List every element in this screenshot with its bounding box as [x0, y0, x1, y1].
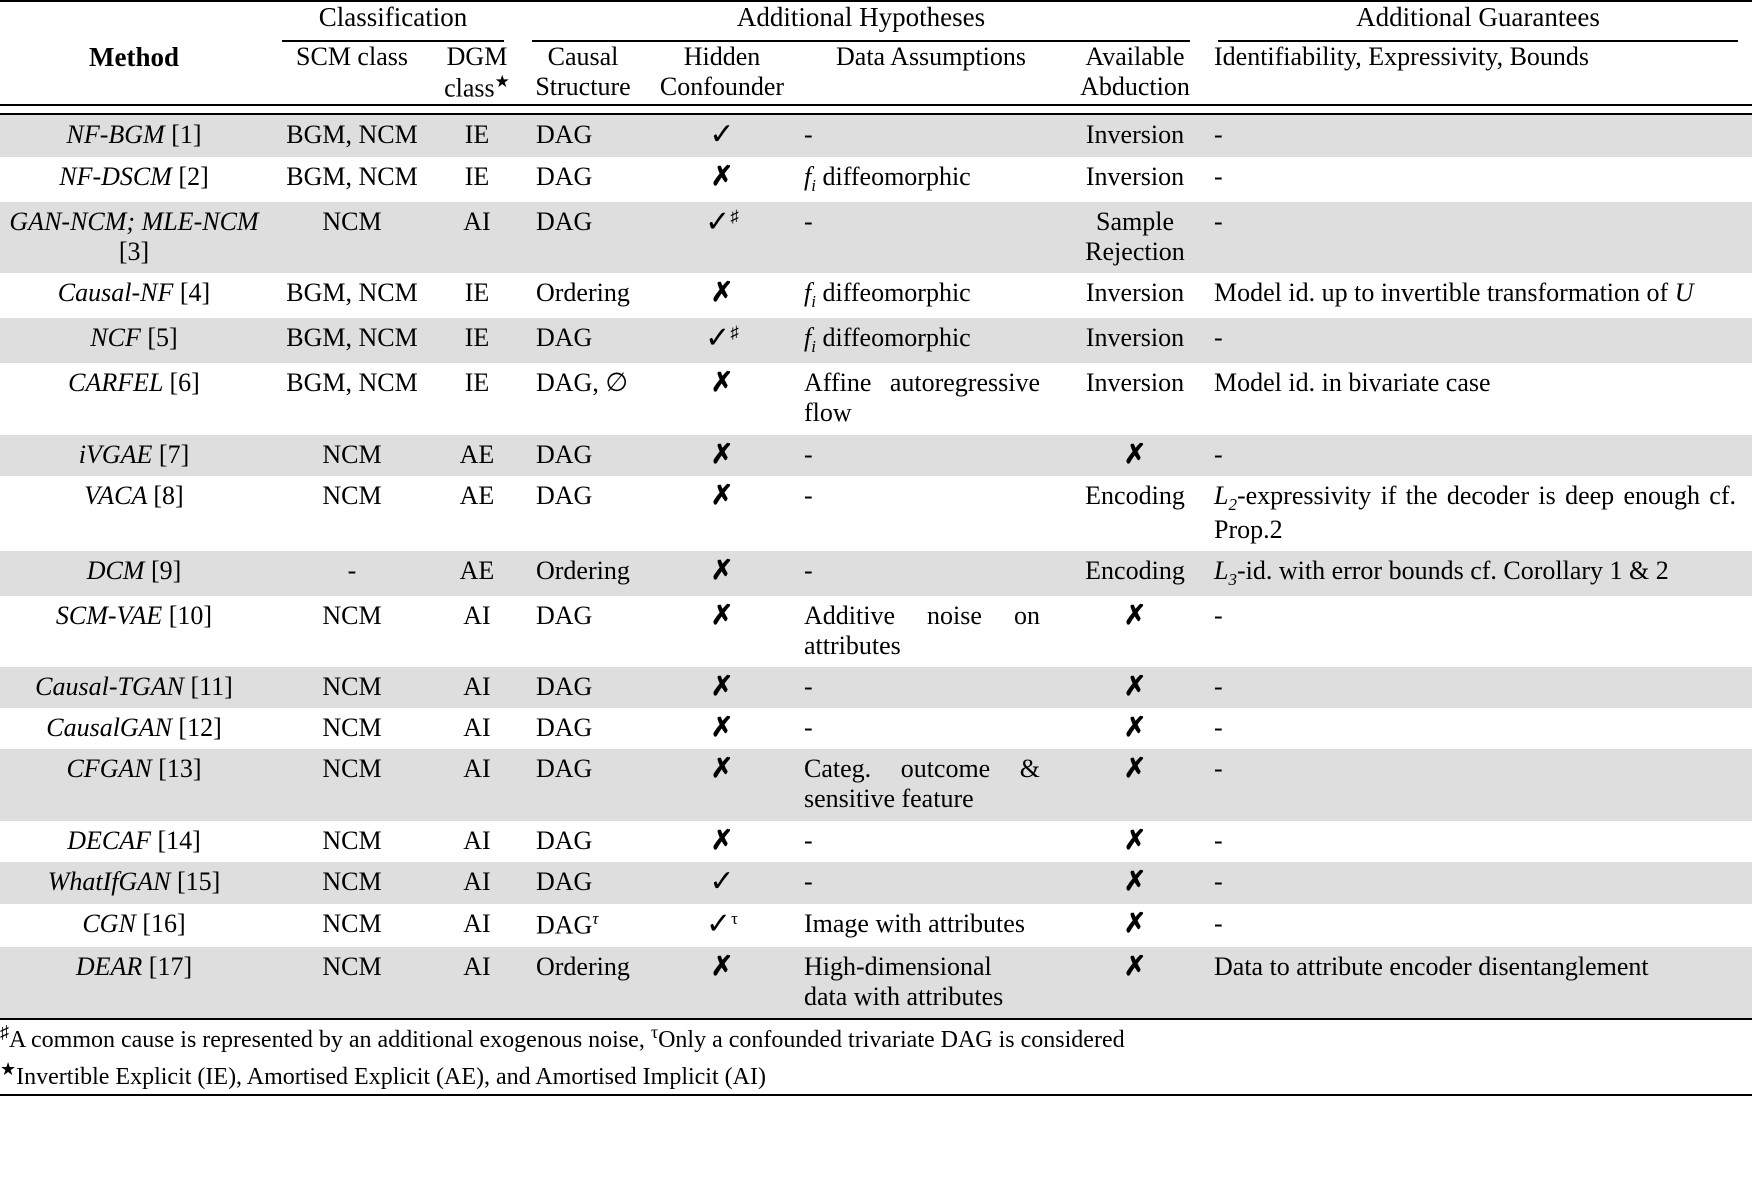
cell-available-abduction: Inversion	[1085, 278, 1185, 308]
cell-dgm-class: AI	[463, 825, 491, 855]
cell-hidden-confounder: ✓	[648, 862, 796, 904]
cell-scm-class: NCM	[268, 947, 436, 1019]
cell-dgm-class: AI	[463, 713, 491, 743]
cell-hidden-confounder: ✗	[648, 551, 796, 596]
cell-hidden-confounder: ✓♯	[648, 202, 796, 273]
cell-causal-structure: DAG	[518, 202, 648, 273]
cell-causal-structure: DAG	[536, 825, 593, 855]
cell-dgm-class: IE	[464, 162, 490, 192]
cell-dgm-class: AE	[436, 435, 518, 476]
cell-hidden-confounder: ✗	[648, 749, 796, 820]
cell-scm-class: NCM	[268, 435, 436, 476]
cell-data-assumptions: -	[796, 202, 1066, 273]
cell-available-abduction: ✗	[1066, 862, 1204, 904]
column-header-row	[0, 42, 1752, 105]
cell-scm-class: BGM, NCM	[286, 162, 418, 192]
cell-available-abduction: ✗	[1123, 599, 1147, 630]
cell-hidden-confounder: ✓	[648, 114, 796, 157]
footnotes-row	[0, 1020, 1752, 1095]
cell-dgm-class: AI	[463, 908, 491, 938]
cell-causal-structure: Ordering	[518, 551, 648, 596]
column-header-dgm-class-text: DGM class	[444, 41, 508, 103]
table-row	[0, 708, 1752, 749]
cell-dgm-class: AI	[436, 947, 518, 1019]
cell-causal-structure: DAG	[518, 862, 648, 904]
cell-guarantees: Model id. in bivariate case	[1214, 368, 1491, 398]
cell-scm-class: BGM, NCM	[286, 278, 418, 308]
cell-hidden-confounder: ✗	[710, 479, 734, 510]
table-row	[0, 318, 1752, 363]
dgm-class-footnote-marker: ★	[494, 71, 510, 91]
cell-guarantees: -	[1204, 749, 1752, 820]
cell-guarantees: -	[1214, 162, 1223, 192]
cell-hidden-confounder: ✓♯	[648, 318, 796, 363]
footnote-line-1	[0, 1020, 1752, 1057]
cell-guarantees: -	[1204, 667, 1752, 708]
table-row	[0, 862, 1752, 904]
cell-data-assumptions: Affine autoregressive flow	[804, 368, 1040, 428]
cell-scm-class: -	[268, 551, 436, 596]
column-header-scm-class: SCM class	[296, 41, 408, 71]
cell-dgm-class: IE	[464, 368, 490, 398]
column-header-causal-structure: Causal Structure	[535, 41, 631, 101]
cell-dgm-class: AI	[436, 202, 518, 273]
cell-method: GAN-NCM; MLE-NCM [3]	[0, 202, 268, 273]
cell-causal-structure: Ordering	[536, 278, 630, 308]
cell-guarantees: -	[1214, 908, 1223, 938]
cell-data-assumptions: Additive noise on attributes	[804, 600, 1040, 660]
cell-dgm-class: AI	[436, 862, 518, 904]
cell-data-assumptions: -	[796, 862, 1066, 904]
table-row	[0, 749, 1752, 820]
cell-method: iVGAE [7]	[0, 435, 268, 476]
cell-available-abduction: ✗	[1123, 907, 1147, 938]
cell-data-assumptions: $f_i$ diffeomorphic	[804, 278, 971, 312]
cell-method: CFGAN [13]	[0, 749, 268, 820]
cell-method: DCM [9]	[0, 551, 268, 596]
cell-data-assumptions: -	[796, 435, 1066, 476]
cell-guarantees: $L_2$-expressivity if the decoder is deep enough cf. Prop.2	[1214, 480, 1736, 544]
cell-scm-class: BGM, NCM	[268, 114, 436, 157]
cell-available-abduction: Inversion	[1066, 318, 1204, 363]
column-header-data-assumptions: Data Assumptions	[836, 41, 1026, 71]
cell-available-abduction: Inversion	[1085, 162, 1185, 192]
cell-dgm-class: AE	[436, 551, 518, 596]
group-header-hypotheses	[518, 2, 1204, 42]
cell-hidden-confounder: ✗	[710, 161, 734, 192]
group-label-classification: Classification	[318, 2, 468, 32]
cell-available-abduction: Sample Rejection	[1066, 202, 1204, 273]
cell-method: NCF [5]	[0, 318, 268, 363]
cell-available-abduction: Inversion	[1085, 368, 1185, 398]
table-row	[0, 551, 1752, 596]
table-row	[0, 596, 1752, 667]
cell-guarantees: Data to attribute encoder disentanglement	[1204, 947, 1752, 1019]
cell-data-assumptions: -	[796, 667, 1066, 708]
footnote-symbol-sharp: ♯	[0, 1022, 9, 1043]
table-row	[0, 202, 1752, 273]
column-header-method: Method	[89, 41, 179, 72]
cell-causal-structure: DAG	[536, 713, 593, 743]
cell-method: VACA [8]	[84, 480, 184, 510]
group-label-hypotheses: Additional Hypotheses	[736, 2, 986, 32]
table-body	[0, 114, 1752, 1019]
cell-guarantees: $L_3-id$. with error bounds cf. Corollary 1 & 2	[1204, 551, 1752, 596]
cell-causal-structure: Ordering	[518, 947, 648, 1019]
cell-data-assumptions: -	[804, 713, 813, 743]
cell-hidden-confounder: ✗	[710, 712, 734, 743]
cell-guarantees: -	[1204, 114, 1752, 157]
cell-hidden-confounder: ✗	[710, 824, 734, 855]
cell-data-assumptions: -	[796, 114, 1066, 157]
cell-scm-class: NCM	[322, 713, 382, 743]
cell-method: SCM-VAE [10]	[55, 600, 213, 630]
cell-available-abduction: Encoding	[1085, 480, 1185, 510]
cell-hidden-confounder: ✗	[710, 367, 734, 398]
cell-dgm-class: IE	[436, 114, 518, 157]
cell-causal-structure: DAG	[518, 435, 648, 476]
cell-data-assumptions: -	[804, 825, 813, 855]
footnote-symbol-tau: τ	[650, 1022, 659, 1043]
cell-causal-structure: DAG	[536, 480, 593, 510]
cell-method: CausalGAN [12]	[46, 713, 222, 743]
cell-hidden-confounder: ✗	[648, 435, 796, 476]
cell-guarantees: -	[1204, 435, 1752, 476]
table-row	[0, 476, 1752, 551]
group-header-blank	[0, 2, 268, 42]
cell-dgm-class: AI	[463, 600, 491, 630]
cell-guarantees: -	[1204, 318, 1752, 363]
table-row	[0, 904, 1752, 947]
cell-data-assumptions: $f_i$ diffeomorphic	[796, 318, 1066, 363]
footnote-symbol-star: ★	[0, 1059, 17, 1080]
cell-dgm-class: AI	[436, 667, 518, 708]
footnote-text-tau: Only a confounded trivariate DAG is considered	[658, 1027, 1125, 1054]
footnote-text-star: Invertible Explicit (IE), Amortised Explicit (AE), and Amortised Implicit (AI)	[16, 1064, 766, 1091]
cell-scm-class: NCM	[322, 825, 382, 855]
cell-method: Causal-TGAN [11]	[0, 667, 268, 708]
table-bottom-rule	[0, 1095, 1752, 1096]
header-double-rule	[0, 105, 1752, 114]
cell-dgm-class: IE	[436, 318, 518, 363]
cell-scm-class: BGM, NCM	[268, 318, 436, 363]
cell-data-assumptions: Categ. outcome & sensitive feature	[796, 749, 1066, 820]
footnotes-cell	[0, 1020, 1752, 1095]
cell-guarantees: -	[1204, 862, 1752, 904]
cell-dgm-class: AI	[436, 749, 518, 820]
cell-available-abduction: ✗	[1123, 824, 1147, 855]
cell-method: Causal-NF [4]	[57, 278, 211, 308]
table-row	[0, 273, 1752, 318]
cell-guarantees: -	[1214, 713, 1223, 743]
cell-available-abduction: ✗	[1123, 712, 1147, 743]
column-header-hidden-confounder: Hidden Confounder	[659, 41, 785, 101]
table-row	[0, 667, 1752, 708]
cell-scm-class: NCM	[268, 749, 436, 820]
footnote-text-sharp: A common cause is represented by an additional exogenous noise,	[9, 1027, 651, 1054]
footnote-line-2	[0, 1057, 1752, 1094]
cell-method: DEAR [17]	[0, 947, 268, 1019]
cell-available-abduction: ✗	[1066, 435, 1204, 476]
cell-data-assumptions: -	[796, 551, 1066, 596]
table-row	[0, 947, 1752, 1019]
table-row	[0, 435, 1752, 476]
cell-guarantees: Model id. up to invertible transformation of U	[1214, 278, 1694, 308]
cell-causal-structure: DAG	[536, 162, 593, 192]
cell-dgm-class: AE	[459, 480, 495, 510]
cell-scm-class: NCM	[322, 480, 382, 510]
group-header-row	[0, 2, 1752, 42]
cell-scm-class: NCM	[268, 202, 436, 273]
table-row	[0, 114, 1752, 157]
cell-causal-structure: DAG	[518, 667, 648, 708]
table-row	[0, 821, 1752, 862]
group-header-guarantees	[1204, 2, 1752, 42]
cell-hidden-confounder: ✗	[710, 277, 734, 308]
cell-causal-structure: DAG	[518, 749, 648, 820]
cell-hidden-confounder: ✗	[648, 667, 796, 708]
table-row	[0, 157, 1752, 202]
cell-method: WhatIfGAN [15]	[0, 862, 268, 904]
table-row	[0, 363, 1752, 434]
cell-scm-class: BGM, NCM	[286, 368, 418, 398]
column-header-dgm-class	[436, 42, 518, 105]
cell-data-assumptions: -	[804, 480, 813, 510]
cell-available-abduction: ✗	[1066, 947, 1204, 1019]
column-header-available-abduction: Available Abduction	[1080, 41, 1190, 101]
cell-method: DECAF [14]	[67, 825, 201, 855]
cell-method: CARFEL [6]	[68, 368, 200, 398]
group-header-classification	[268, 2, 518, 42]
cell-dgm-class: IE	[464, 278, 490, 308]
cell-hidden-confounder: ✗	[648, 947, 796, 1019]
cell-causal-structure: DAG, ∅	[536, 368, 628, 398]
cell-available-abduction: ✗	[1066, 749, 1204, 820]
cell-available-abduction: ✗	[1066, 667, 1204, 708]
cell-scm-class: NCM	[268, 862, 436, 904]
cell-available-abduction: Inversion	[1066, 114, 1204, 157]
cell-scm-class: NCM	[322, 600, 382, 630]
cell-method: CGN [16]	[82, 908, 186, 938]
cell-scm-class: NCM	[322, 908, 382, 938]
cell-hidden-confounder: ✗	[710, 599, 734, 630]
cell-causal-structure: DAG	[536, 600, 593, 630]
cell-method: NF-DSCM [2]	[59, 162, 209, 192]
cell-available-abduction: Encoding	[1066, 551, 1204, 596]
cell-hidden-confounder: ✓$^\tau$	[706, 907, 738, 941]
column-header-guarantees: Identifiability, Expressivity, Bounds	[1214, 41, 1590, 71]
cell-causal-structure: DAG	[518, 318, 648, 363]
group-label-guarantees: Additional Guarantees	[1356, 2, 1600, 32]
cell-guarantees: -	[1214, 600, 1223, 630]
cell-method: NF-BGM [1]	[0, 114, 268, 157]
cell-scm-class: NCM	[268, 667, 436, 708]
cell-data-assumptions: $f_i$ diffeomorphic	[804, 162, 971, 196]
cell-causal-structure: DAG	[518, 114, 648, 157]
cell-guarantees: -	[1204, 202, 1752, 273]
cell-causal-structure: $DAG^\tau$	[536, 908, 599, 940]
cell-guarantees: -	[1214, 825, 1223, 855]
cell-data-assumptions: Image with attributes	[804, 908, 1025, 938]
cell-data-assumptions: High-dimensional data with attributes	[796, 947, 1066, 1019]
